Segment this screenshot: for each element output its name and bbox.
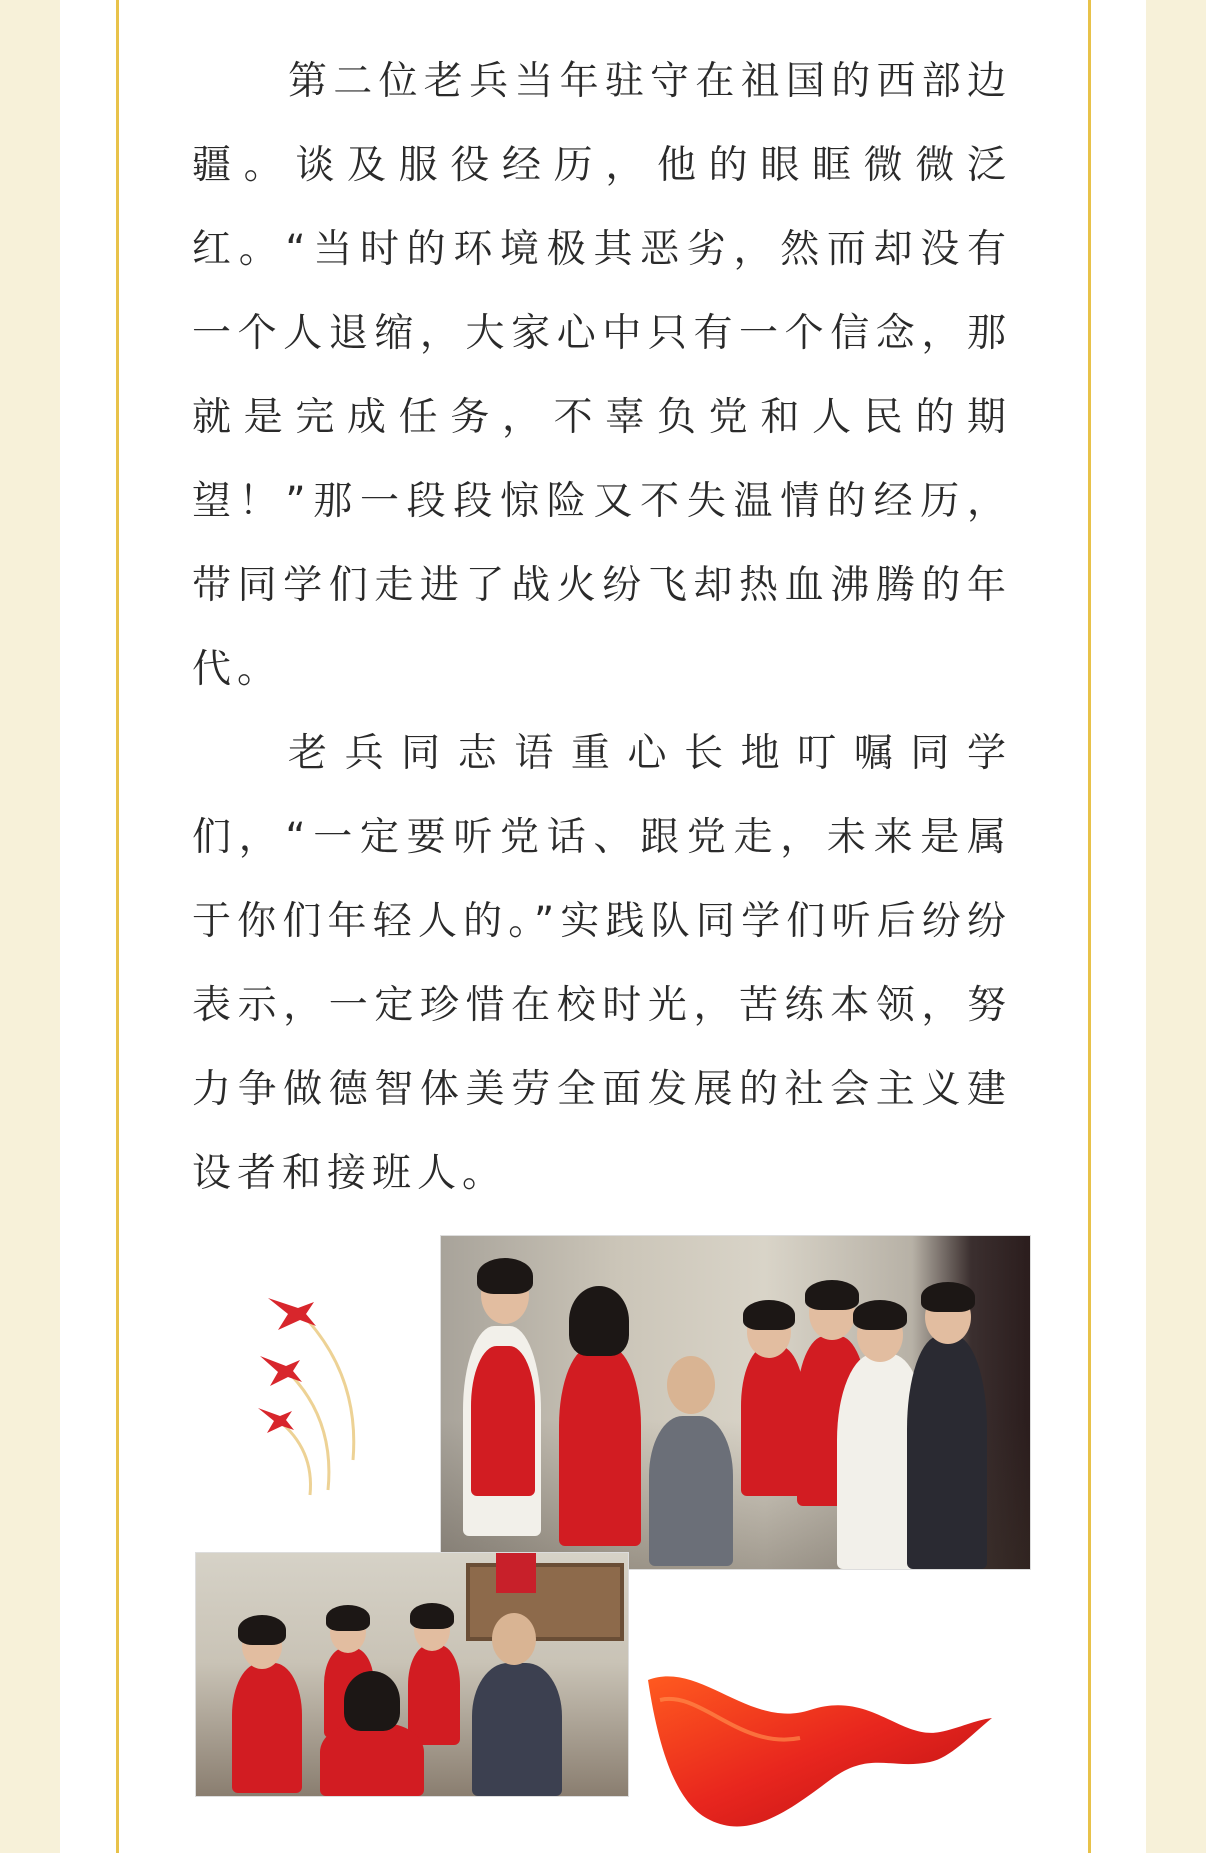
veteran-figure <box>472 1663 562 1796</box>
paragraph-1: 第二位老兵当年驻守在祖国的西部边疆。谈及服役经历，他的眼眶微微泛红。“当时的环境极其恶劣，然而却没有一个人退缩，大家心中只有一个信念，那就是完成任务，不辜负党和人民的期望！”那一段段惊险又不失温情的经历，带同学们走进了战火纷飞却热血沸腾的年代。 <box>192 59 1012 692</box>
person-hair <box>853 1300 907 1330</box>
person-hair <box>344 1671 400 1731</box>
person-figure <box>907 1336 987 1569</box>
group-photo <box>441 1236 1030 1569</box>
person-hair <box>743 1300 795 1330</box>
red-vest <box>471 1346 535 1496</box>
right-border-line <box>1088 0 1091 1853</box>
person-hair <box>238 1615 286 1645</box>
person-hair <box>805 1280 859 1310</box>
article-body <box>192 40 1012 1216</box>
veteran-figure <box>649 1416 733 1566</box>
red-vest <box>320 1723 424 1796</box>
red-vest <box>408 1645 460 1745</box>
left-border-line <box>116 0 119 1853</box>
red-vest <box>232 1663 302 1793</box>
red-vest <box>741 1346 805 1496</box>
paragraph-2: 老兵同志语重心长地叮嘱同学们，“一定要听党话、跟党走，未来是属于你们年轻人的。”实践队同学们听后纷纷表示，一定珍惜在校时光，苦练本领，努力争做德智体美劳全面发展的社会主义建设者和接班人。 <box>192 731 1012 1196</box>
person-hair <box>410 1603 454 1629</box>
red-calendar <box>496 1553 536 1593</box>
person-hair <box>569 1286 629 1356</box>
person-hair <box>477 1258 533 1294</box>
visit-photo <box>196 1553 628 1796</box>
person-head <box>667 1356 715 1414</box>
person-hair <box>326 1605 370 1631</box>
red-flag-icon <box>640 1640 1000 1840</box>
wall-picture <box>466 1563 624 1641</box>
red-vest <box>559 1346 641 1546</box>
person-hair <box>921 1282 975 1312</box>
person-head <box>492 1613 536 1665</box>
fighter-jets-icon <box>258 1290 378 1500</box>
